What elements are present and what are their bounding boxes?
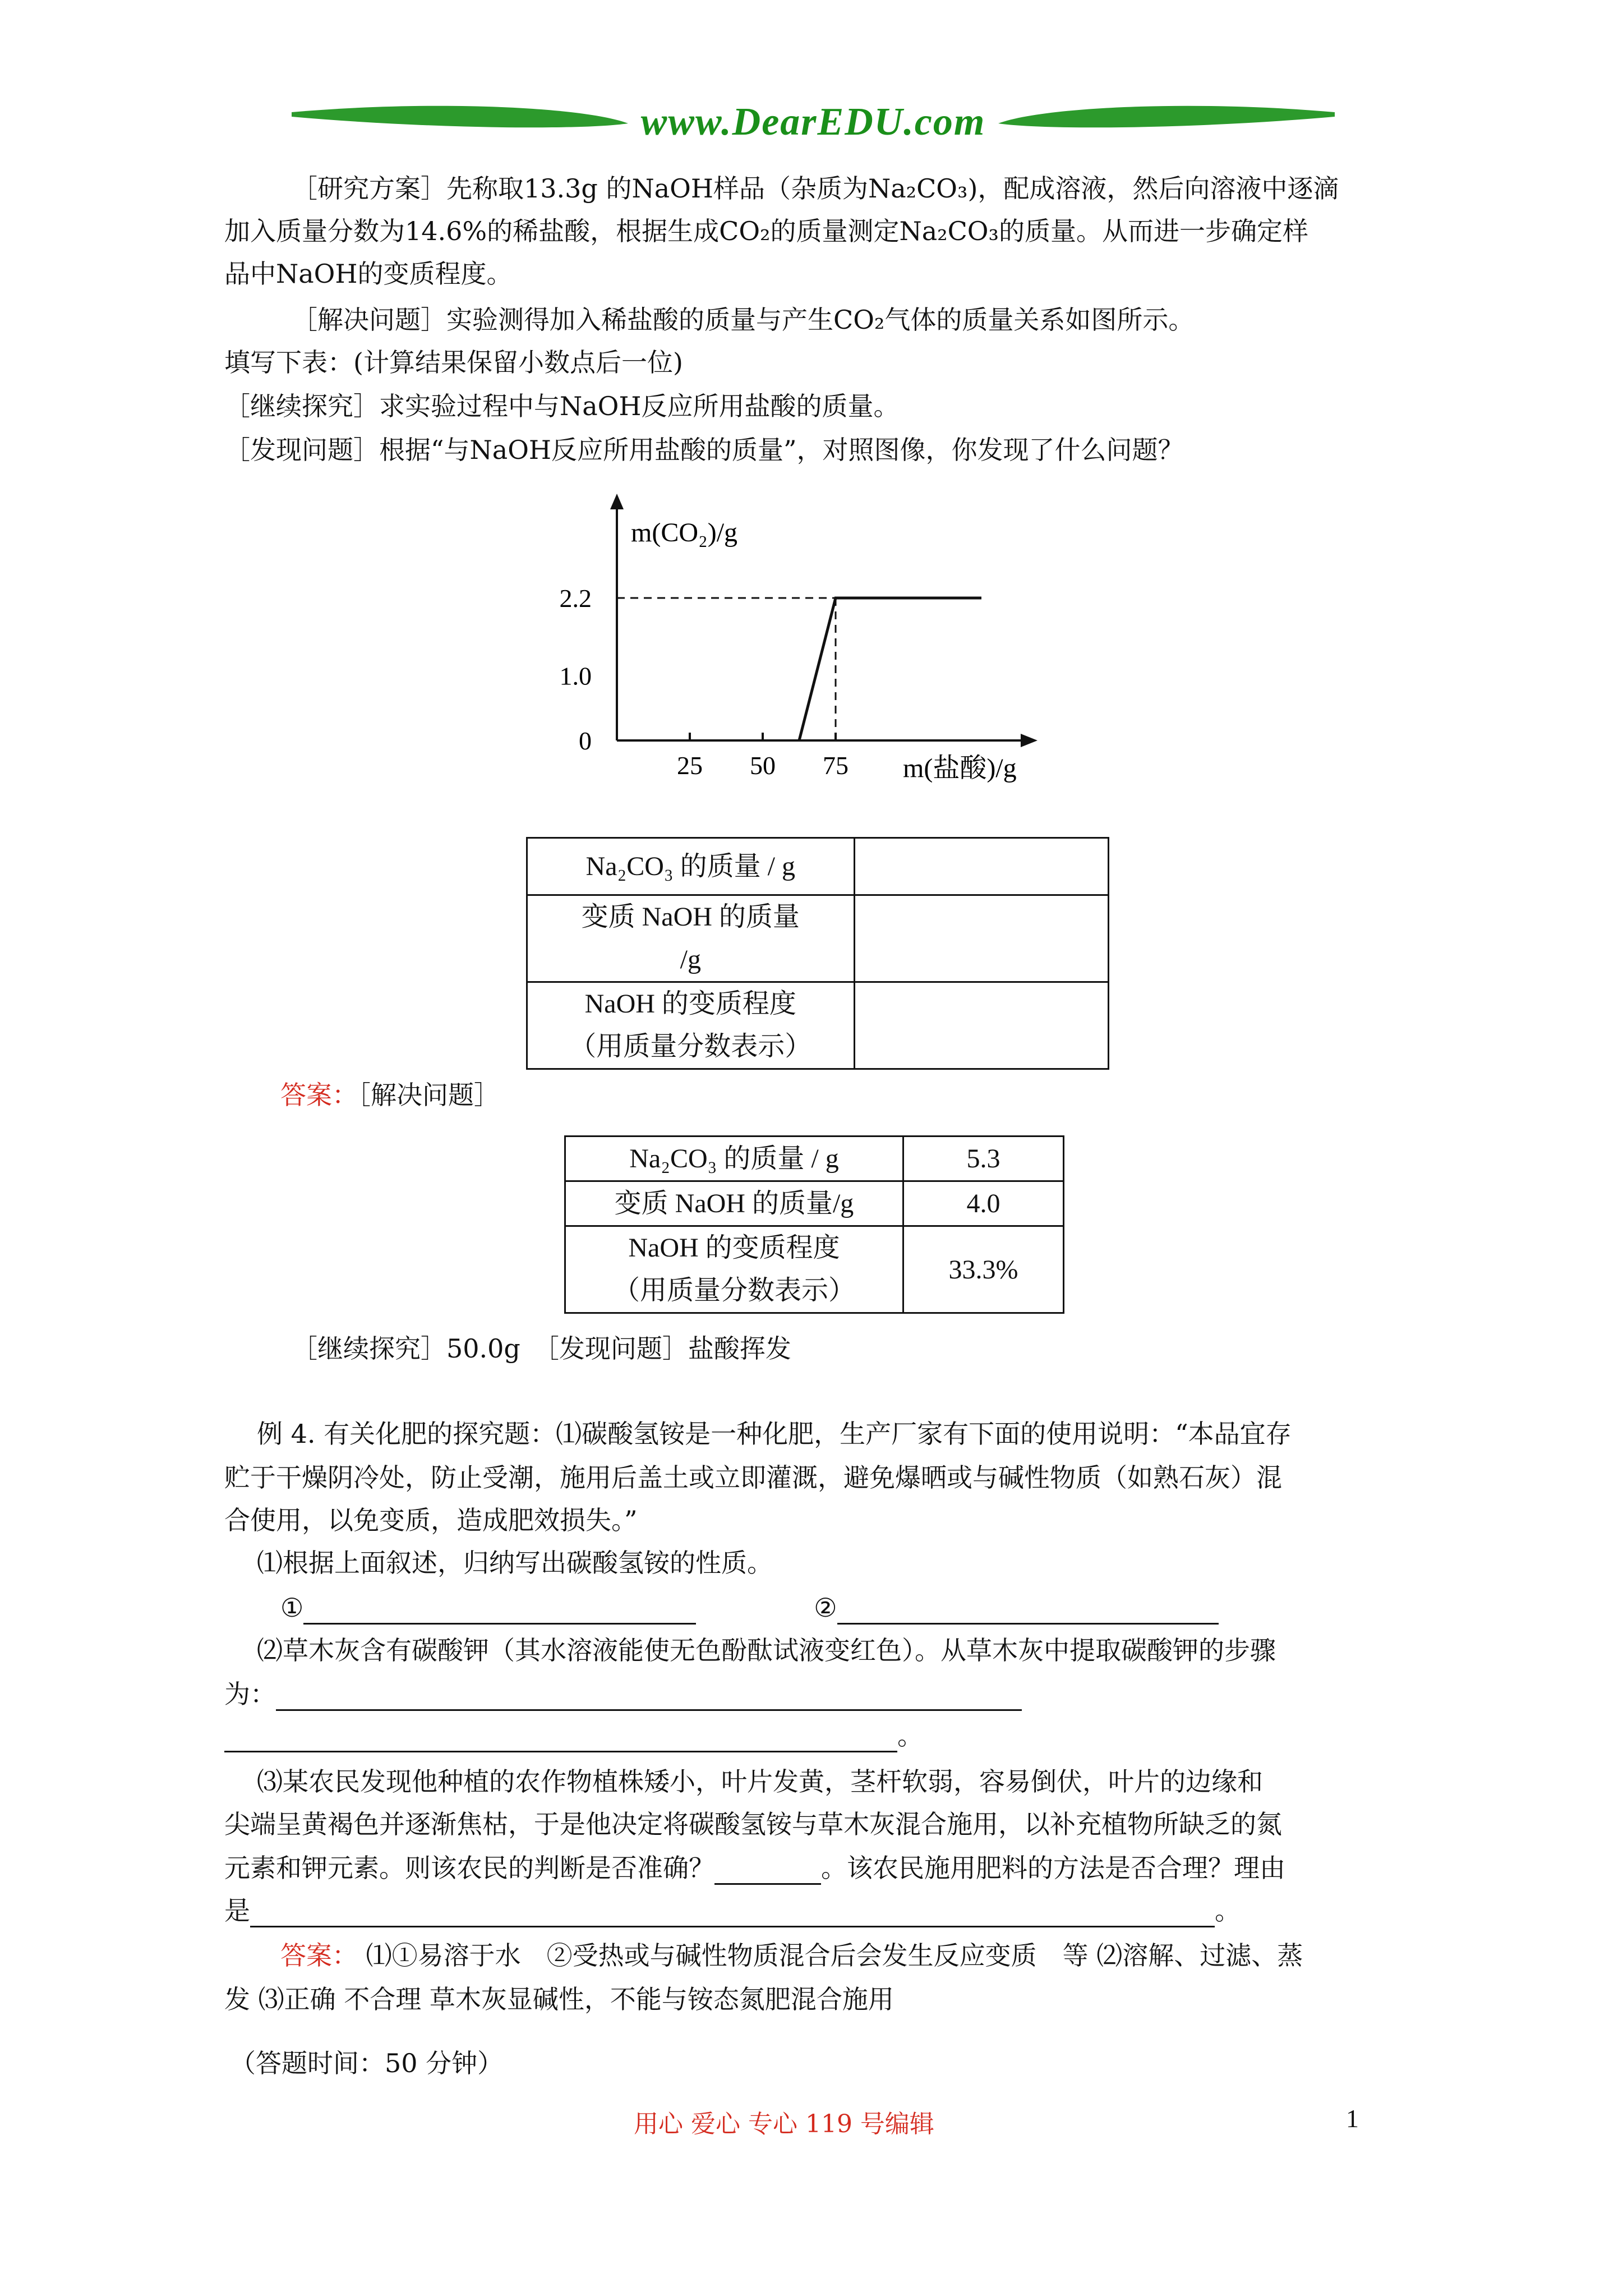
q1-blank-a[interactable] — [303, 1598, 696, 1625]
page-number: 1 — [1346, 2104, 1359, 2133]
x-tick-label: 50 — [750, 751, 776, 780]
q1-text: ⑴根据上面叙述，归纳写出碳酸氢铵的性质。 — [257, 1548, 773, 1578]
x-tick-label: 25 — [677, 751, 703, 780]
q3-text-d: 。 — [1215, 1895, 1241, 1926]
row-label: NaOH 的变质程度 （用质量分数表示） — [565, 1226, 903, 1313]
x-axis-label: m(盐酸)/g — [903, 753, 1017, 783]
row-label: NaOH 的变质程度 （用质量分数表示） — [527, 982, 855, 1069]
solve-text: ［解决问题］实验测得加入稀盐酸的质量与产生CO₂气体的质量关系如图所示。 — [292, 305, 1195, 335]
q3-blank-reason[interactable] — [250, 1901, 1215, 1927]
research-line-2: 加入质量分数为14.6%的稀盐酸，根据生成CO₂的质量测定Na₂CO₃的质量。从而进一步确定样 — [224, 216, 1308, 246]
table-row — [527, 895, 1109, 982]
continue-question: ［继续探究］求实验过程中与NaOH反应所用盐酸的质量。 — [224, 391, 900, 421]
row-label: Na₂CO₃ 的质量 / g — [565, 1137, 903, 1181]
time-note: （答题时间：50 分钟） — [230, 2048, 504, 2078]
answer2-line-1 — [280, 1939, 1303, 1972]
table-row — [565, 1137, 1064, 1181]
row-label: Na₂CO₃ 的质量 / g — [527, 838, 855, 895]
x-tick-label: 75 — [823, 751, 849, 780]
q1-mark-a: ① — [280, 1593, 304, 1623]
row-label: 变质 NaOH 的质量 /g — [527, 895, 855, 982]
table-row — [565, 1181, 1064, 1226]
q2-blank-1[interactable] — [276, 1685, 1022, 1711]
q2-prefix: 为： — [224, 1679, 276, 1709]
q3-line-4 — [224, 1894, 1241, 1927]
fill-instruction: 填写下表：(计算结果保留小数点后一位) — [224, 347, 683, 378]
answer1-continue: ［继续探究］50.0g ［发现问题］盐酸挥发 — [292, 1333, 791, 1364]
y-axis-arrow-icon — [610, 494, 624, 509]
y-tick-label: 2.2 — [559, 584, 592, 613]
q2-line-2 — [224, 1677, 1022, 1711]
answer2-line-2: 发 ⑶正确 不合理 草木灰显碱性，不能与铵态氮肥混合施用 — [224, 1984, 894, 2014]
x-axis-arrow-icon — [1021, 734, 1038, 747]
table-row — [527, 982, 1109, 1069]
row-value: 5.3 — [903, 1137, 1064, 1181]
q3-line-1: ⑶某农民发现他种植的农作物植株矮小，叶片发黄，茎杆软弱，容易倒伏，叶片的边缘和 — [257, 1766, 1263, 1797]
series-line — [799, 598, 981, 740]
example4-line-2: 贮于干燥阴冷处，防止受潮，施用后盖土或立即灌溉，避免爆晒或与碱性物质（如熟石灰）混 — [224, 1462, 1282, 1493]
q2-line-3 — [224, 1719, 923, 1752]
discover-question: ［发现问题］根据“与NaOH反应所用盐酸的质量”，对照图像，你发现了什么问题？ — [224, 435, 1184, 465]
table-row — [527, 838, 1109, 895]
example4-line-1: 例 4. 有关化肥的探究题：⑴碳酸氢铵是一种化肥，生产厂家有下面的使用说明：“本品宜存 — [257, 1419, 1292, 1449]
q3-blank-judgement[interactable] — [714, 1858, 821, 1885]
q3-line-2: 尖端呈黄褐色并逐渐焦枯，于是他决定将碳酸氢铵与草木灰混合施用，以补充植物所缺乏的氮 — [224, 1809, 1282, 1839]
y-tick-label: 1.0 — [559, 661, 592, 691]
q1-blanks — [280, 1591, 1219, 1625]
answer-cell[interactable] — [854, 838, 1108, 895]
answer1-heading — [280, 1078, 500, 1112]
y-tick-label: 0 — [579, 726, 592, 755]
q3-text-b: 。该农民施用肥料的方法是否合理？理由 — [821, 1853, 1285, 1883]
answer2-text: ⑴①易溶于水 ②受热或与碱性物质混合后会发生反应变质 等 ⑵溶解、过滤、蒸 — [358, 1940, 1303, 1971]
research-line-3: 品中NaOH的变质程度。 — [224, 259, 513, 289]
co2-mass-chart — [538, 494, 1043, 797]
answer-cell[interactable] — [854, 895, 1108, 982]
q1-blank-b[interactable] — [837, 1598, 1219, 1625]
site-header — [292, 90, 1335, 157]
example4-line-3: 合使用，以免变质，造成肥效损失。” — [224, 1505, 638, 1535]
table-row — [565, 1226, 1064, 1313]
answer2-prefix: 答案： — [280, 1940, 358, 1971]
answer1-prefix: 答案： — [280, 1080, 358, 1110]
q2-line-1: ⑵草木灰含有碳酸钾（其水溶液能使无色酚酞试液变红色）。从草木灰中提取碳酸钾的步骤 — [257, 1635, 1276, 1665]
q3-text-a: 元素和钾元素。则该农民的判断是否准确？ — [224, 1853, 714, 1883]
q2-blank-2[interactable] — [224, 1726, 897, 1752]
answer-table — [564, 1135, 1064, 1314]
answer1-text: ［解决问题］ — [358, 1080, 500, 1110]
y-axis-label: m(CO₂)/g — [631, 518, 738, 547]
row-label: 变质 NaOH 的质量/g — [565, 1181, 903, 1226]
blank-answer-table — [526, 837, 1109, 1070]
site-logo-text: www.DearEDU.com — [640, 100, 986, 144]
row-value: 33.3% — [903, 1226, 1064, 1313]
answer-cell[interactable] — [854, 982, 1108, 1069]
q3-line-3 — [224, 1851, 1285, 1885]
research-line-1: ［研究方案］先称取13.3g 的NaOH样品（杂质为Na₂CO₃)，配成溶液，然后向溶液中逐滴 — [292, 173, 1339, 204]
q1-mark-b: ② — [814, 1593, 837, 1623]
footer-text: 用心 爱心 专心 119 号编辑 — [634, 2110, 934, 2138]
q3-text-c: 是 — [224, 1895, 250, 1926]
row-value: 4.0 — [903, 1181, 1064, 1226]
q2-end: 。 — [897, 1720, 923, 1751]
